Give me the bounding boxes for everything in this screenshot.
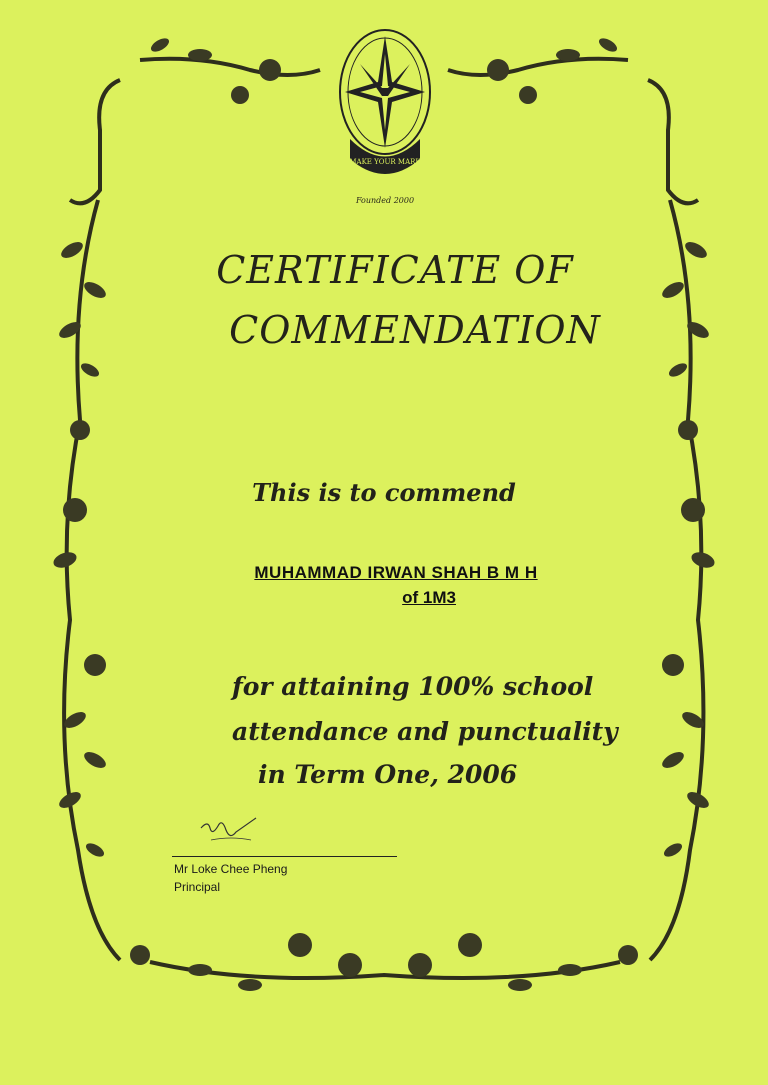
certificate-title-line2: COMMENDATION [229, 308, 601, 352]
principal-signature [196, 810, 266, 850]
founded-text: Founded 2000 [355, 196, 415, 205]
signatory-title: Principal [174, 880, 221, 894]
svg-text:MAKE YOUR MARK: MAKE YOUR MARK [349, 158, 421, 166]
signatory-name: Mr Loke Chee Pheng [174, 862, 288, 876]
reason-line-2: attendance and punctuality [232, 717, 618, 746]
recipient-class: of 1M3 [402, 588, 456, 607]
school-crest-logo [330, 14, 440, 194]
commend-line: This is to commend [252, 478, 516, 507]
reason-line-1: for attaining 100% school [232, 672, 594, 701]
certificate-title-line1: CERTIFICATE OF [216, 248, 574, 292]
recipient-name: MUHAMMAD IRWAN SHAH B M H [254, 563, 538, 582]
signature-line [172, 856, 397, 857]
reason-line-3: in Term One, 2006 [258, 760, 518, 789]
